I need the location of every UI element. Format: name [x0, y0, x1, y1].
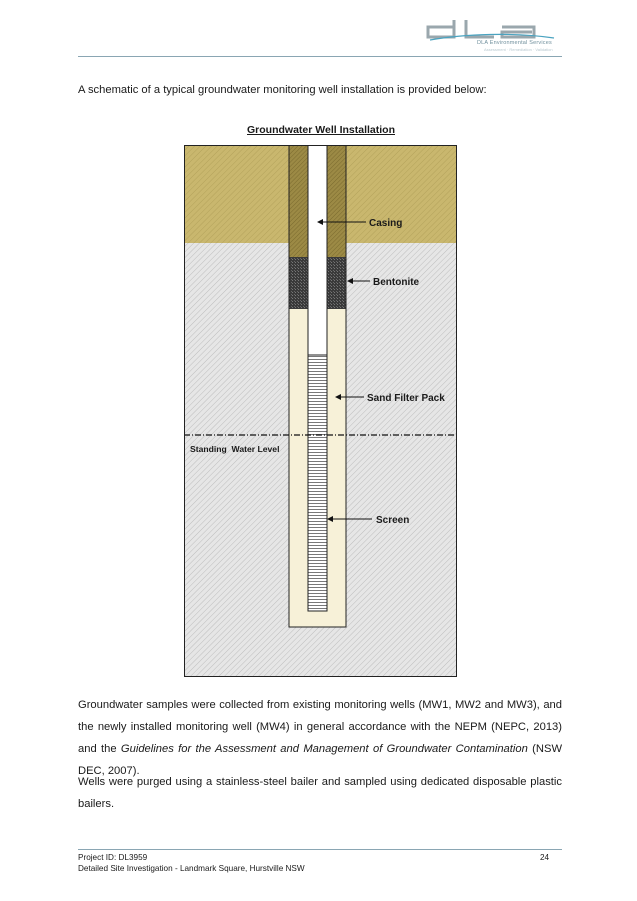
well-diagram: [184, 145, 457, 677]
page-number: 24: [540, 853, 550, 862]
label-sand-filter-pack: Sand Filter Pack: [367, 393, 445, 404]
label-standing-water-level: Standing Water Level: [190, 444, 280, 454]
logo-company-name: DLA Environmental Services: [477, 40, 552, 46]
company-logo: [424, 18, 564, 56]
header-rule: [78, 56, 562, 57]
label-screen: Screen: [376, 515, 410, 526]
well-screen: [308, 355, 327, 611]
body-paragraph-1-text: Groundwater samples were collected from existing monitoring wells (MW1, MW2 and MW3), and the newly installed monitoring well (MW4) in general accordance with the NEPM (NEPC, 2013) and the: [78, 699, 562, 755]
intro-paragraph: A schematic of a typical groundwater monitoring well installation is provided below:: [78, 84, 487, 96]
footer-project-id: Project ID: DL3959: [78, 853, 148, 862]
logo-tagline: Assessment · Remediation · Validation: [484, 47, 553, 52]
label-bentonite: Bentonite: [373, 277, 420, 288]
footer-rule: [78, 849, 562, 850]
well-diagram-svg: [184, 145, 457, 677]
body-paragraph-1-end: (NSW DEC, 2007).: [78, 743, 563, 777]
figure-title: Groundwater Well Installation: [247, 124, 395, 136]
guidelines-citation: Guidelines for the Assessment and Management of Groundwater Contamination: [120, 743, 528, 755]
footer-subtitle: Detailed Site Investigation - Landmark Square, Hurstville NSW: [78, 864, 305, 873]
body-paragraph-2: Wells were purged using a stainless-steel bailer and sampled using dedicated disposable plastic bailers.: [78, 776, 562, 810]
logo-mark: [424, 18, 564, 42]
casing-pipe: [308, 145, 327, 355]
body-paragraph-1: [78, 694, 562, 782]
label-casing: Casing: [369, 218, 403, 229]
